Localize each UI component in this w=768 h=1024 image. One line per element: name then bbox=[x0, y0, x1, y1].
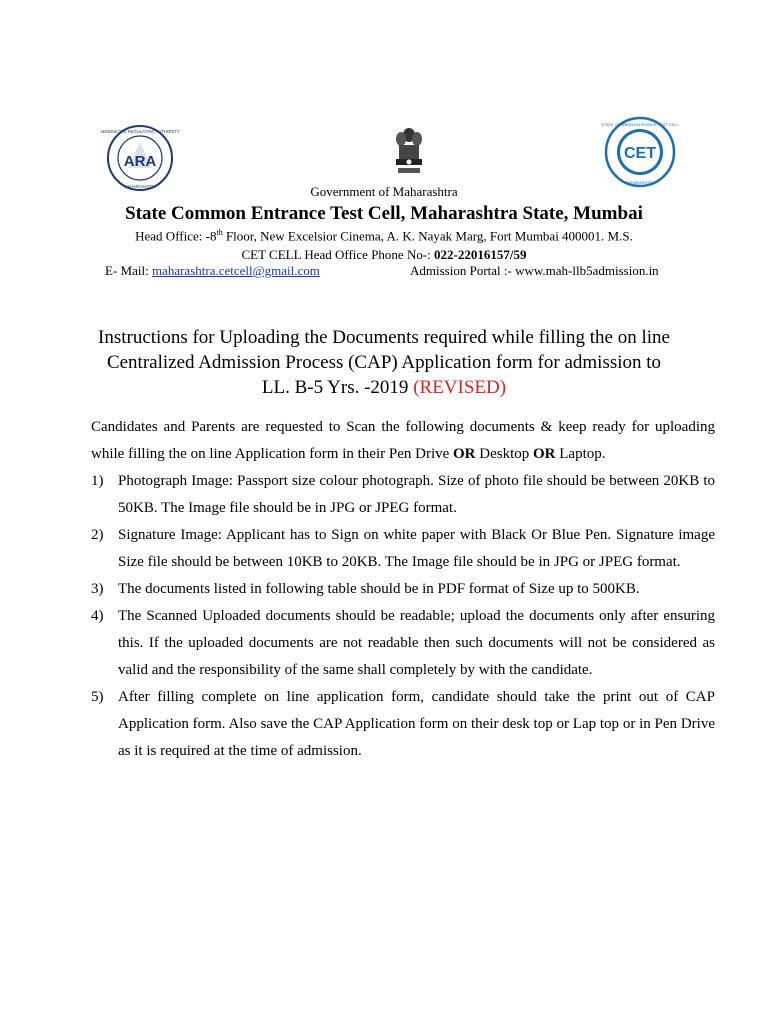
address-rest: Floor, New Excelsior Cinema, A. K. Nayak Marg, Fort Mumbai 400001. M.S. bbox=[222, 228, 633, 244]
list-item-number: 5) bbox=[91, 689, 104, 705]
intro-part-2: Desktop bbox=[475, 446, 534, 462]
list-item-text: The Scanned Uploaded documents should be readable; upload the documents only after ensuring this. If the uploaded documents are not readable then such documents will not be considered as valid and the responsibility of the same shall completely by with the candidate. bbox=[118, 608, 715, 678]
list-item-number: 3) bbox=[91, 581, 104, 597]
address-sup: th bbox=[216, 228, 223, 237]
phone-number: 022-22016157/59 bbox=[434, 247, 527, 262]
national-emblem-icon bbox=[392, 126, 426, 180]
ara-logo-text: ARA bbox=[123, 153, 157, 170]
title-line-3-text: LL. B-5 Yrs. -2019 bbox=[261, 377, 414, 398]
intro-or-2: OR bbox=[533, 446, 556, 462]
instruction-list bbox=[91, 468, 715, 765]
cet-ring-bottom: MAHARASHTRA bbox=[624, 180, 656, 185]
email-label: E- Mail: bbox=[105, 263, 152, 278]
list-item-number: 4) bbox=[91, 608, 104, 624]
list-item-text: The documents listed in following table should be in PDF format of Size up to 500KB. bbox=[118, 581, 640, 597]
list-item bbox=[91, 603, 715, 684]
cet-logo-text: CET bbox=[624, 145, 656, 162]
title-line-1: Instructions for Uploading the Documents required while filling the on line bbox=[98, 327, 670, 348]
ara-ring-bottom: MAHARASHTRA bbox=[123, 184, 157, 189]
list-item bbox=[91, 684, 715, 765]
cet-logo bbox=[601, 116, 679, 188]
cet-ring-top: STATE COMMON ENTRANCE TEST CELL bbox=[601, 122, 679, 127]
address-prefix: Head Office: -8 bbox=[135, 228, 217, 244]
list-item bbox=[91, 576, 715, 603]
list-item-number: 1) bbox=[91, 473, 104, 489]
organization-title: State Common Entrance Test Cell, Maharashtra State, Mumbai bbox=[125, 203, 643, 224]
phone-line bbox=[0, 247, 768, 263]
list-item-text: Signature Image: Applicant has to Sign on white paper with Black Or Blue Pen. Signature image Size file should be between 10KB to 20KB. The Image file should be in JPG or JPEG format. bbox=[118, 527, 715, 570]
intro-paragraph bbox=[91, 414, 715, 468]
list-item bbox=[91, 522, 715, 576]
admission-portal: Admission Portal :- www.mah-llb5admission.in bbox=[410, 263, 659, 278]
instructions-body bbox=[91, 414, 715, 765]
list-item bbox=[91, 468, 715, 522]
ara-logo bbox=[100, 124, 180, 192]
intro-part-1: Candidates and Parents are requested to Scan the following documents & keep ready for uploading while filling the on line Application form in their Pen Drive bbox=[91, 419, 715, 462]
ara-ring-top: ADMISSIONS REGULATING AUTHORITY bbox=[100, 129, 180, 134]
intro-part-3: Laptop. bbox=[555, 446, 606, 462]
email-link[interactable]: maharashtra.cetcell@gmail.com bbox=[151, 263, 320, 278]
phone-label: CET CELL Head Office Phone No-: bbox=[241, 247, 435, 262]
list-item-text: After filling complete on line application form, candidate should take the print out of CAP Application form. Also save the CAP Application form on their desk top or Lap top or in Pen Drive as it is required at the time of admission. bbox=[118, 689, 715, 759]
email-line bbox=[105, 263, 320, 279]
head-office-address bbox=[0, 228, 768, 244]
instructions-title bbox=[60, 325, 708, 400]
revised-label: (REVISED) bbox=[413, 377, 507, 398]
government-line: Government of Maharashtra bbox=[310, 184, 458, 199]
intro-or-1: OR bbox=[453, 446, 476, 462]
list-item-text: Photograph Image: Passport size colour photograph. Size of photo file should be between 20KB to 50KB. The Image file should be in JPG or JPEG format. bbox=[118, 473, 715, 516]
title-line-3 bbox=[60, 375, 708, 400]
list-item-number: 2) bbox=[91, 527, 104, 543]
title-line-2: Centralized Admission Process (CAP) Application form for admission to bbox=[106, 352, 662, 373]
